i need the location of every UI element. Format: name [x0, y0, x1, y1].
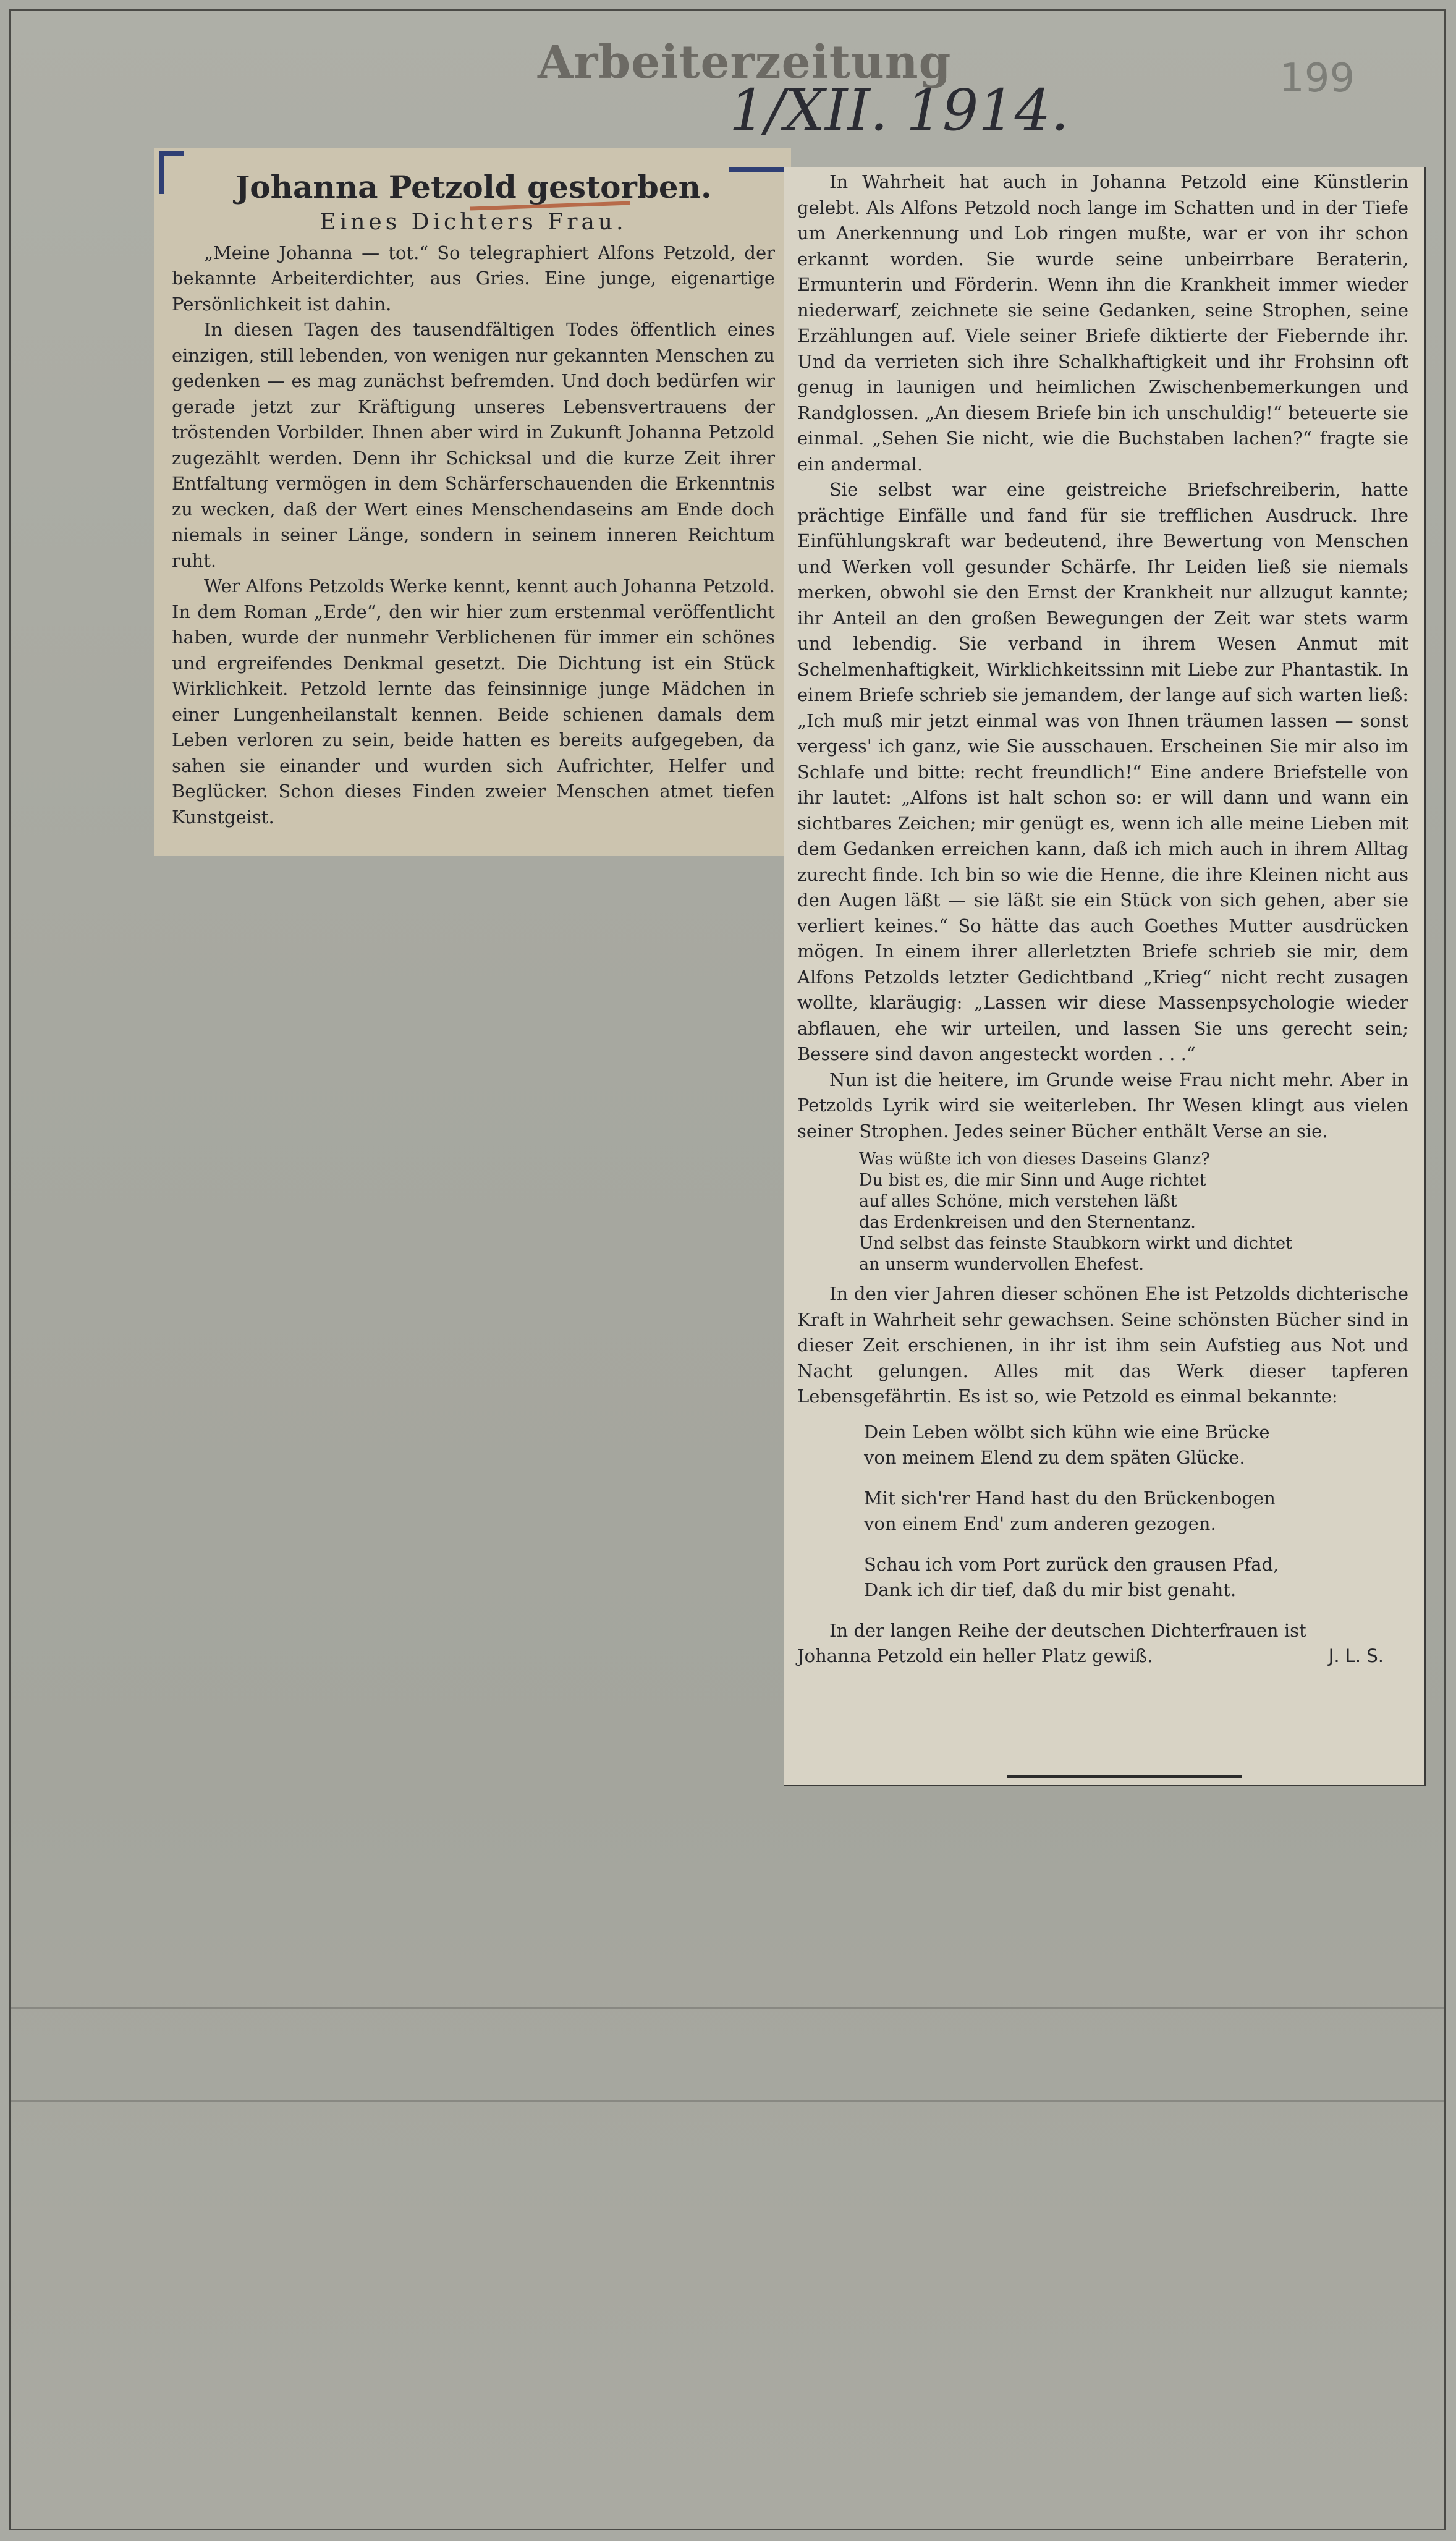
blue-pencil-mark: [159, 151, 164, 194]
poem-line: Dank ich dir tief, daß du mir bist genaht.: [864, 1579, 1237, 1600]
paragraph: Sie selbst war eine geistreiche Briefschreiberin, hatte prächtige Einfälle und fand für sie trefflichen Ausdruck. Ihre Einfühlungskraft war bedeutend, ihre Bewertung von Menschen und Werken voll gesunder Schärfe. Ihr Leiden ließ sie niemals merken, obwohl sie den Ernst der Krankheit nur allzugut kannte; ihr Anteil an den großen Bewegungen der Zeit war stets warm und lebendig. Sie verband in ihrem Wesen Anmut mit Schelmenhaftigkeit, Wirklichkeitssinn mit Liebe zur Phantastik. In einem Briefe schrieb sie jemandem, der lange auf sich warten ließ: „Ich muß mir jetzt einmal was von Ihnen träumen lassen — sonst vergess' ich ganz, wie Sie ausschauen. Erscheinen Sie mir also im Schlafe und bitte: recht freundlich!“ Eine andere Briefstelle von ihr lautet: „Alfons ist halt schon so: er will dann und wann ein sichtbares Zeichen; mir genügt es, wenn ich alle meine Lieben mit dem Gedanken erreichen kann, daß ich mich auch in ihrem Alltag zurecht finde. Ich bin so wie die Henne, die ihre Kleinen nicht aus den Augen läßt — sie läßt sie ein Stück von sich gehen, aber sie verliert keines.“ So hätte das auch Goethes Mutter ausdrücken mögen. In einem ihrer allerletzten Briefe schrieb sie mir, dem Alfons Petzolds letzter Gedichtband „Krieg“ nicht recht zusagen wollte, klaräugig: „Lassen wir diese Massenpsychologie wieder abflauen, ehe wir urteilen, und lassen Sie uns gerecht sein; Bessere sind davon angesteckt worden . . .“: [797, 479, 1408, 1064]
poem-line: Schau ich vom Port zurück den grausen Pfad,: [864, 1553, 1279, 1575]
paragraph: Wer Alfons Petzolds Werke kennt, kennt auch Johanna Petzold. In dem Roman „Erde“, den wir hier zum erstenmal veröffentlicht haben, wurde der nunmehr Verblichenen für immer ein schönes und ergreifendes Denkmal gesetzt. Die Dichtung ist ein Stück Wirklichkeit. Petzold lernte das feinsinnige junge Mädchen in einer Lungenheilanstalt kennen. Beide schienen damals dem Leben verloren zu sein, beide hatten es bereits aufgegeben, da sahen sie einander und wurden sich Aufrichter, Helfer und Beglücker. Schon dieses Finden zweier Menschen atmet tiefen Kunstgeist.: [172, 575, 775, 828]
poem-line: auf alles Schöne, mich verstehen läßt: [859, 1192, 1177, 1211]
poem-line: von einem End' zum anderen gezogen.: [864, 1513, 1216, 1534]
right-column-body: [797, 169, 1408, 1669]
closing-text: Johanna Petzold ein heller Platz gewiß.: [797, 1645, 1153, 1666]
paragraph: Nun ist die heitere, im Grunde weise Frau nicht mehr. Aber in Petzolds Lyrik wird sie weiterleben. Ihr Wesen klingt aus vielen seiner Strophen. Jedes seiner Bücher enthält Verse an sie.: [797, 1069, 1408, 1142]
poem-line: Und selbst das feinste Staubkorn wirkt und dichtet: [859, 1234, 1292, 1253]
poem-line: Mit sich'rer Hand hast du den Brückenbogen: [864, 1487, 1276, 1509]
article-title: Johanna Petzold gestorben.: [235, 169, 712, 205]
handwritten-date: 1/XII. 1914.: [729, 77, 1069, 143]
poem-stanza: [864, 1420, 1408, 1471]
paragraph: In diesen Tagen des tausendfältigen Todes öffentlich eines einzigen, still lebenden, von wenigen nur gekannten Menschen zu gedenken — es mag zunächst befremden. Und doch bedürfen wir gerade jetzt zur Kräftigung unseres Lebensvertrauens der tröstenden Vorbilder. Ihnen aber wird in Zukunft Johanna Petzold zugezählt werden. Denn ihr Schicksal und die kurze Zeit ihrer Entfaltung vermögen in dem Schärferschauenden die Erkenntnis zu wecken, daß der Wert eines Menschendaseins am Ende doch niemals in seiner Länge, sondern in seinem inneren Reichtum ruht.: [172, 319, 775, 571]
blue-pencil-mark: [729, 167, 788, 172]
author-signature: J. L. S.: [1328, 1645, 1384, 1666]
poem-line: das Erdenkreisen und den Sternentanz.: [859, 1213, 1196, 1232]
newspaper-stamp: Arbeiterzeitung: [538, 36, 952, 89]
poem-line: von meinem Elend zu dem späten Glücke.: [864, 1447, 1245, 1468]
fold-line: [11, 2100, 1444, 2102]
paragraph: In Wahrheit hat auch in Johanna Petzold eine Künstlerin gelebt. Als Alfons Petzold noch lange im Schatten und in der Tiefe um Anerkennung und Lob ringen mußte, war er von ihr schon erkannt worden. Sie wurde seine unbeirrbare Beraterin, Ermunterin und Förderin. Wenn ihn die Krankheit immer wieder niederwarf, zeichnete sie seine Gedanken, seine Strophen, seine Erzählungen auf. Viele seiner Briefe diktierte der Fiebernde ihr. Und da verrieten sich ihre Schalkhaftigkeit und ihr Frohsinn oft genug in launigen und heimlichen Zwischenbemerkungen und Randglossen. „An diesem Briefe bin ich unschuldig!“ beteuerte sie einmal. „Sehen Sie nicht, wie die Buchstaben lachen?“ fragte sie ein andermal.: [797, 171, 1408, 475]
left-column-body: [172, 240, 775, 831]
archive-number: 199: [1279, 56, 1355, 101]
clipping-right-column: [784, 167, 1426, 1786]
poem-excerpt-2: [864, 1420, 1408, 1603]
paragraph: „Meine Johanna — tot.“ So telegraphiert Alfons Petzold, der bekannte Arbeiterdichter, aus Gries. Eine junge, eigenartige Persönlichkeit ist dahin.: [172, 242, 775, 315]
paragraph: In der langen Reihe der deutschen Dichterfrauen ist: [829, 1619, 1306, 1641]
paragraph: In den vier Jahren dieser schönen Ehe ist Petzolds dichterische Kraft in Wahrheit sehr gewachsen. Seine schönsten Bücher sind in dieser Zeit erschienen, in ihr ist ihm sein Aufstieg aus Not und Nacht gelungen. Alles mit das Werk dieser tapferen Lebensgefährtin. Es ist so, wie Petzold es einmal bekannte:: [797, 1283, 1408, 1407]
poem-line: Du bist es, die mir Sinn und Auge richtet: [859, 1171, 1206, 1190]
poem-stanza: [864, 1552, 1408, 1603]
article-subtitle: Eines Dichters Frau.: [320, 209, 627, 235]
end-rule: [1007, 1775, 1242, 1778]
poem-excerpt: [859, 1149, 1408, 1275]
poem-line: an unserm wundervollen Ehefest.: [859, 1255, 1144, 1274]
poem-stanza: [864, 1486, 1408, 1537]
closing-line: [797, 1644, 1408, 1669]
clipping-left-column: [154, 148, 791, 856]
fold-line: [11, 2007, 1444, 2009]
poem-line: Dein Leben wölbt sich kühn wie eine Brücke: [864, 1421, 1270, 1443]
poem-line: Was wüßte ich von dieses Daseins Glanz?: [859, 1150, 1210, 1169]
